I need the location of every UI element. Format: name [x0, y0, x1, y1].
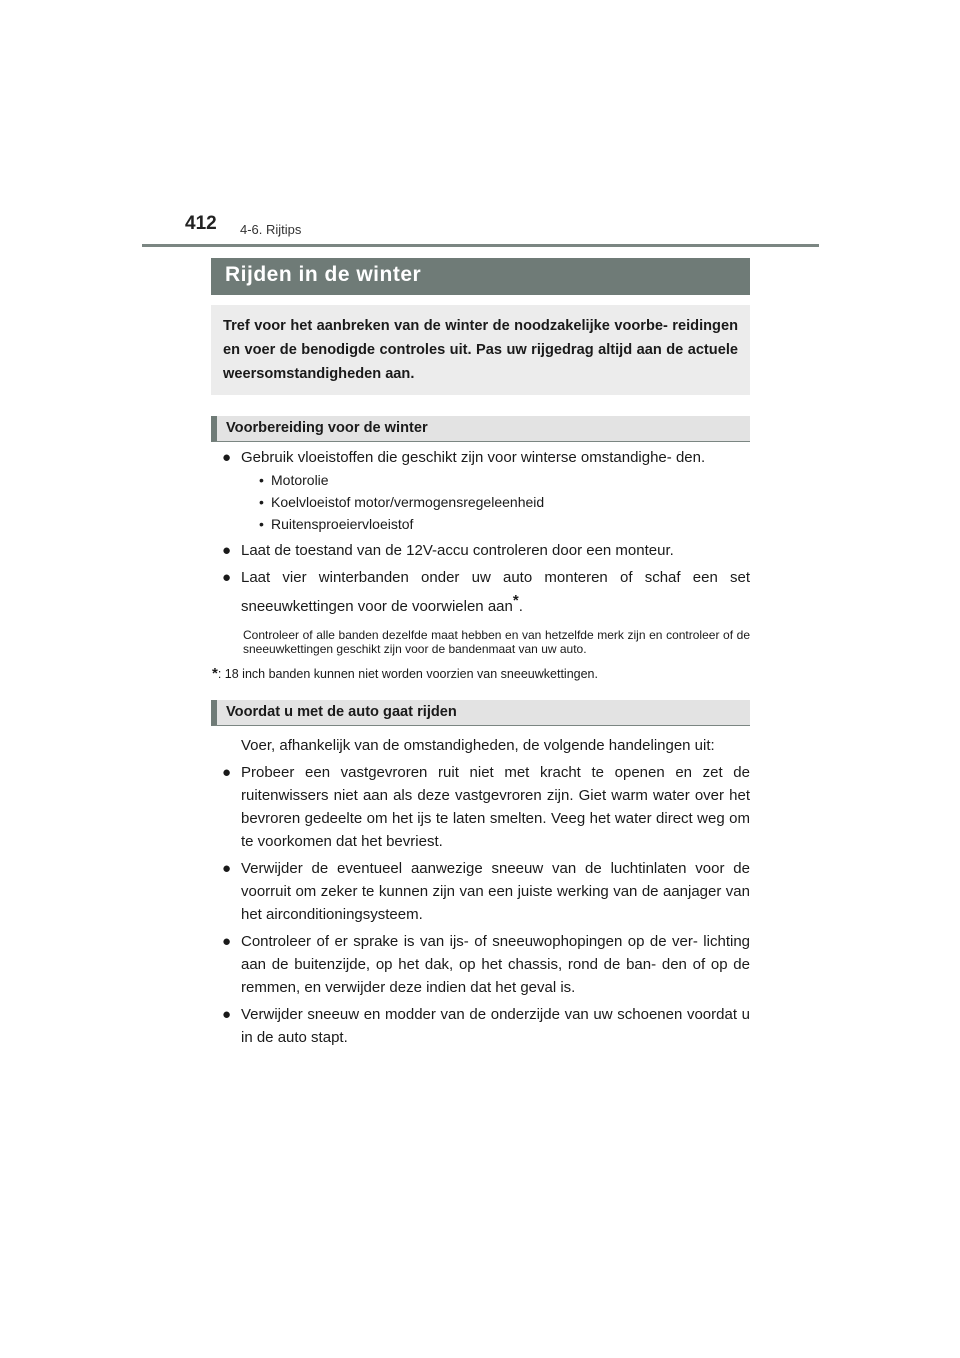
list-item	[211, 539, 750, 562]
list-item	[211, 761, 750, 853]
list-item	[211, 930, 750, 999]
footnote-text: : 18 inch banden kunnen niet worden voorzien van sneeuwkettingen.	[217, 667, 598, 681]
sub-list-item: • Ruitensproeiervloeistof	[259, 513, 750, 535]
bullet-text: Laat vier winterbanden onder uw auto monteren of schaf een set sneeuwkettingen voor de voorwielen aan	[241, 569, 750, 615]
bullet-text: Verwijder de eventueel aanwezige sneeuw van de luchtinlaten voor de voorruit om zeker te kunnen zijn van een juiste werking van de aanjager van het airconditioningsysteem.	[241, 860, 750, 923]
list-item	[211, 857, 750, 926]
bullet-icon: ●	[222, 764, 232, 781]
before-driving-intro: Voer, afhankelijk van de omstandigheden, de volgende handelingen uit:	[241, 737, 715, 754]
section-heading-preparation: Voorbereiding voor de winter	[211, 416, 750, 442]
bullet-text: Laat de toestand van de 12V-accu controleren door een monteur.	[241, 542, 674, 559]
tire-note: Controleer of alle banden dezelfde maat hebben en van hetzelfde merk zijn en controleer of de sneeuwkettingen geschikt zijn voor de bandenmaat van uw auto.	[243, 628, 750, 656]
bullet-icon: ●	[222, 542, 232, 559]
before-driving-list	[211, 761, 750, 1049]
sub-list-item: • Motorolie	[259, 469, 750, 491]
bullet-text: Controleer of er sprake is van ijs- of sneeuwophopingen op de ver- lichting aan de buitenzijde, op het dak, op het chassis, rond de ban- den of op de remmen, en verwijder deze indien dat het geval is.	[241, 933, 750, 996]
list-item	[211, 446, 750, 535]
bullet-icon: ●	[222, 449, 232, 466]
page-title: Rijden in de winter	[211, 258, 750, 295]
bullet-icon: ●	[222, 860, 232, 877]
footnote-marker: *	[512, 592, 519, 609]
bullet-icon: ●	[222, 569, 232, 586]
page-content	[211, 258, 750, 1049]
list-item	[211, 1003, 750, 1049]
sub-bullet-icon: •	[259, 516, 264, 532]
sub-bullet-icon: •	[259, 472, 264, 488]
bullet-text: Verwijder sneeuw en modder van de onderzijde van uw schoenen voordat u in de auto stapt.	[241, 1006, 750, 1046]
section-heading-before-driving: Voordat u met de auto gaat rijden	[211, 700, 750, 726]
sub-list-item: • Koelvloeistof motor/vermogensregeleenheid	[259, 491, 750, 513]
header-divider	[142, 244, 819, 247]
section-reference: 4-6. Rijtips	[240, 222, 302, 237]
footnote-marker: *	[212, 665, 218, 682]
bullet-icon: ●	[222, 1006, 232, 1023]
preparation-list	[211, 446, 750, 618]
sub-bullet-icon: •	[259, 494, 264, 510]
bullet-text: Probeer een vastgevroren ruit niet met kracht te openen en zet de ruitenwissers niet aan als deze vastgevroren zijn. Giet warm water over het bevroren gedeelte om het ijs te laten smelten. Veeg het water direct weg om te voorkomen dat het bevriest.	[241, 764, 750, 850]
bullet-text: Gebruik vloeistoffen die geschikt zijn voor winterse omstandighe- den.	[241, 449, 706, 466]
footnote	[211, 666, 750, 682]
fluid-sublist	[241, 469, 750, 535]
intro-box: Tref voor het aanbreken van de winter de noodzakelijke voorbe- reidingen en voer de benodigde controles uit. Pas uw rijgedrag altijd aan de actuele weersomstandigheden aan.	[211, 305, 750, 395]
list-item: ● Laat vier winterbanden onder uw auto monteren of schaf een set sneeuwkettingen voor de voorwielen aan*.	[211, 566, 750, 618]
page-number: 412	[185, 213, 217, 234]
bullet-icon: ●	[222, 933, 232, 950]
